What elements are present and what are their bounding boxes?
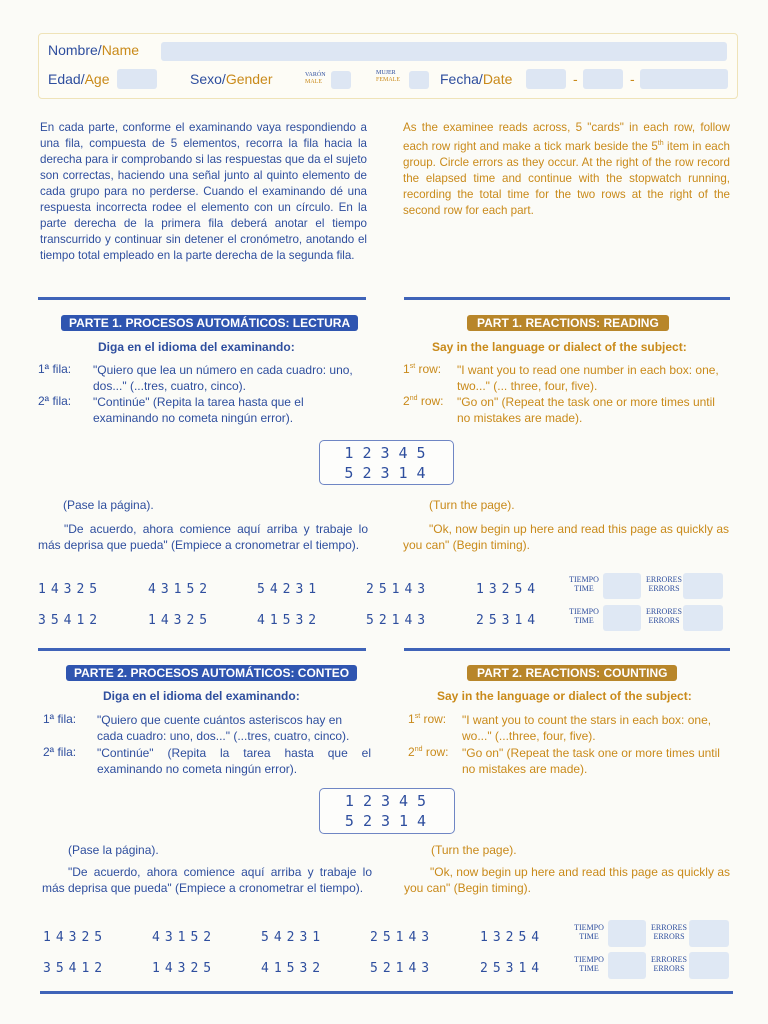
part2-row2-time-field[interactable] <box>608 952 646 979</box>
part2-begin-spanish: "De acuerdo, ahora comience aquí arriba y trabaje lo más deprisa que pueda" (Empiece a cronometrar el tiempo). <box>42 865 372 895</box>
errors-label: ERRORES ERRORS <box>650 955 687 973</box>
errors-label: ERRORES ERRORS <box>650 923 687 941</box>
intro-english: As the examinee reads across, 5 "cards" in each row, follow each row right and make a tick mark beside the 5th item in each group. Circle errors as they occur. At the right of the row record the elapsed time and continue with the stopwatch running, recording the total time for the two rows at the right of the second row for each part. <box>403 121 730 217</box>
part2-begin-english: "Ok, now begin up here and read this page as quickly as you can" (Begin timing). <box>404 865 730 895</box>
date-year-field[interactable] <box>640 69 728 89</box>
errors-label: ERRORES ERRORS <box>645 575 682 593</box>
date-day-field[interactable] <box>526 69 566 89</box>
part1-row1-time-field[interactable] <box>603 573 641 599</box>
part2-instruction-heading-english: Say in the language or dialect of the subject: <box>437 689 692 703</box>
time-label: TIEMPO TIME <box>574 923 604 941</box>
part1-row1-text-spanish: "Quiero que lea un número en cada cuadro: uno, dos..." (...tres, cuatro, cinco). <box>93 363 353 393</box>
time-label: TIEMPO TIME <box>569 607 599 625</box>
part2-row1-time-field[interactable] <box>608 920 646 947</box>
stimulus-item: 13254 <box>476 582 541 597</box>
stimulus-item: 13254 <box>480 930 545 945</box>
example-row: 12345 <box>344 444 435 462</box>
part1-example-box <box>319 440 454 485</box>
header-form <box>38 33 738 99</box>
part1-row2-text-english: "Go on" (Repeat the task one or more times until no mistakes are made). <box>457 395 715 425</box>
date-month-field[interactable] <box>583 69 623 89</box>
part2-example-box <box>319 788 455 834</box>
time-label: TIEMPO TIME <box>574 955 604 973</box>
age-field[interactable] <box>117 69 157 89</box>
part1-row2-errors-field[interactable] <box>683 605 723 631</box>
part2-turn-page-spanish: (Pase la página). <box>68 843 159 857</box>
stimulus-item: 14325 <box>38 582 103 597</box>
part1-title-english: PART 1. REACTIONS: READING <box>467 315 669 331</box>
stimulus-item: 25143 <box>366 582 431 597</box>
male-checkbox[interactable] <box>331 71 351 89</box>
stimulus-item: 14325 <box>148 613 213 628</box>
errors-label: ERRORES ERRORS <box>645 607 682 625</box>
part2-instruction-heading-spanish: Diga en el idioma del examinando: <box>103 689 300 703</box>
part1-row1-label-spanish: 1ª fila: <box>38 362 72 376</box>
female-option-label: MUJER FEMALE <box>376 70 400 83</box>
part1-row2-text-spanish: "Continúe" (Repita la tarea hasta que el examinando no cometa ningún error). <box>93 395 304 425</box>
part1-row2-time-field[interactable] <box>603 605 641 631</box>
part1-turn-page-spanish: (Pase la página). <box>63 498 154 512</box>
part1-row2-label-english: 2nd row: <box>403 394 444 408</box>
part2-row2-text-english: "Go on" (Repeat the task one or more times until no mistakes are made). <box>462 746 720 776</box>
age-label: Edad/Age <box>48 71 110 87</box>
stimulus-item: 41532 <box>257 613 322 628</box>
gender-label: Sexo/Gender <box>190 71 273 87</box>
part1-row1-text-english: "I want you to read one number in each box: one, two..." (... three, four, five). <box>457 363 719 393</box>
female-checkbox[interactable] <box>409 71 429 89</box>
part2-row1-label-spanish: 1ª fila: <box>43 712 77 726</box>
name-field[interactable] <box>161 42 727 61</box>
date-separator: - <box>630 71 635 87</box>
date-separator: - <box>573 71 578 87</box>
stimulus-item: 25143 <box>370 930 435 945</box>
stimulus-item: 41532 <box>261 961 326 976</box>
male-option-label: VARÓN MALE <box>305 72 326 85</box>
part2-title-english: PART 2. REACTIONS: COUNTING <box>467 665 677 681</box>
stimulus-item: 25314 <box>480 961 545 976</box>
stimulus-item: 25314 <box>476 613 541 628</box>
part2-row1-text-spanish: "Quiero que cuente cuántos asteriscos hay en cada cuadro: uno, dos..." (...tres, cuatro, cinco). <box>97 713 350 743</box>
stimulus-item: 43152 <box>152 930 217 945</box>
part2-title-spanish: PARTE 2. PROCESOS AUTOMÁTICOS: CONTEO <box>66 665 357 681</box>
time-label: TIEMPO TIME <box>569 575 599 593</box>
bottom-divider <box>40 991 733 994</box>
stimulus-item: 43152 <box>148 582 213 597</box>
stimulus-item: 52143 <box>370 961 435 976</box>
stimulus-item: 52143 <box>366 613 431 628</box>
part1-begin-english: "Ok, now begin up here and read this page as quickly as you can" (Begin timing). <box>403 522 729 552</box>
part1-begin-spanish: "De acuerdo, ahora comience aquí arriba y trabaje lo más deprisa que pueda" (Empiece a cronometrar el tiempo). <box>38 522 368 552</box>
part1-title-spanish: PARTE 1. PROCESOS AUTOMÁTICOS: LECTURA <box>61 315 358 331</box>
stimulus-item: 14325 <box>43 930 108 945</box>
part2-row2-label-english: 2nd row: <box>408 745 449 759</box>
divider <box>404 648 730 651</box>
stimulus-item: 14325 <box>152 961 217 976</box>
part2-row2-label-spanish: 2ª fila: <box>43 745 77 759</box>
example-row: 12345 <box>344 792 436 810</box>
part2-row1-label-english: 1st row: <box>408 712 447 726</box>
part2-row1-errors-field[interactable] <box>689 920 729 947</box>
example-row: 52314 <box>344 812 436 830</box>
stimulus-item: 35412 <box>43 961 108 976</box>
part1-instruction-heading-spanish: Diga en el idioma del examinando: <box>98 340 295 354</box>
part2-turn-page-english: (Turn the page). <box>431 843 517 857</box>
part2-row2-text-spanish: "Continúe" (Repita la tarea hasta que el examinando no cometa ningún error). <box>97 746 371 776</box>
part2-row2-errors-field[interactable] <box>689 952 729 979</box>
part1-row1-label-english: 1st row: <box>403 362 442 376</box>
part1-instruction-heading-english: Say in the language or dialect of the subject: <box>432 340 687 354</box>
part1-row2-label-spanish: 2ª fila: <box>38 394 72 408</box>
example-row: 52314 <box>344 464 435 482</box>
date-label: Fecha/Date <box>440 71 513 87</box>
part2-row1-text-english: "I want you to count the stars in each box: one, wo..." (...three, four, five). <box>462 713 712 743</box>
divider <box>38 648 366 651</box>
intro-spanish: En cada parte, conforme el examinando vaya respondiendo a una fila, compuesta de 5 elementos, recorra la fila hacia la derecha para ir comprobando si las respuestas que da el sujeto son correctas, haciendo una señal junto al quinto elemento de cada grupo para no perderse. Cuando el examinando dé una respuesta incorrecta rodee el elemento con un círculo. En la parte derecha de la primera fila deberá anotar el tiempo transcurrido y continuar sin detener el cronómetro, anotando el tiempo total empleado en la parte derecha de la segunda fila. <box>40 121 367 262</box>
stimulus-item: 35412 <box>38 613 103 628</box>
stimulus-item: 54231 <box>257 582 322 597</box>
divider <box>404 297 730 300</box>
divider <box>38 297 366 300</box>
part1-turn-page-english: (Turn the page). <box>429 498 515 512</box>
part1-row1-errors-field[interactable] <box>683 573 723 599</box>
stimulus-item: 54231 <box>261 930 326 945</box>
name-label: Nombre/Name <box>48 42 140 58</box>
